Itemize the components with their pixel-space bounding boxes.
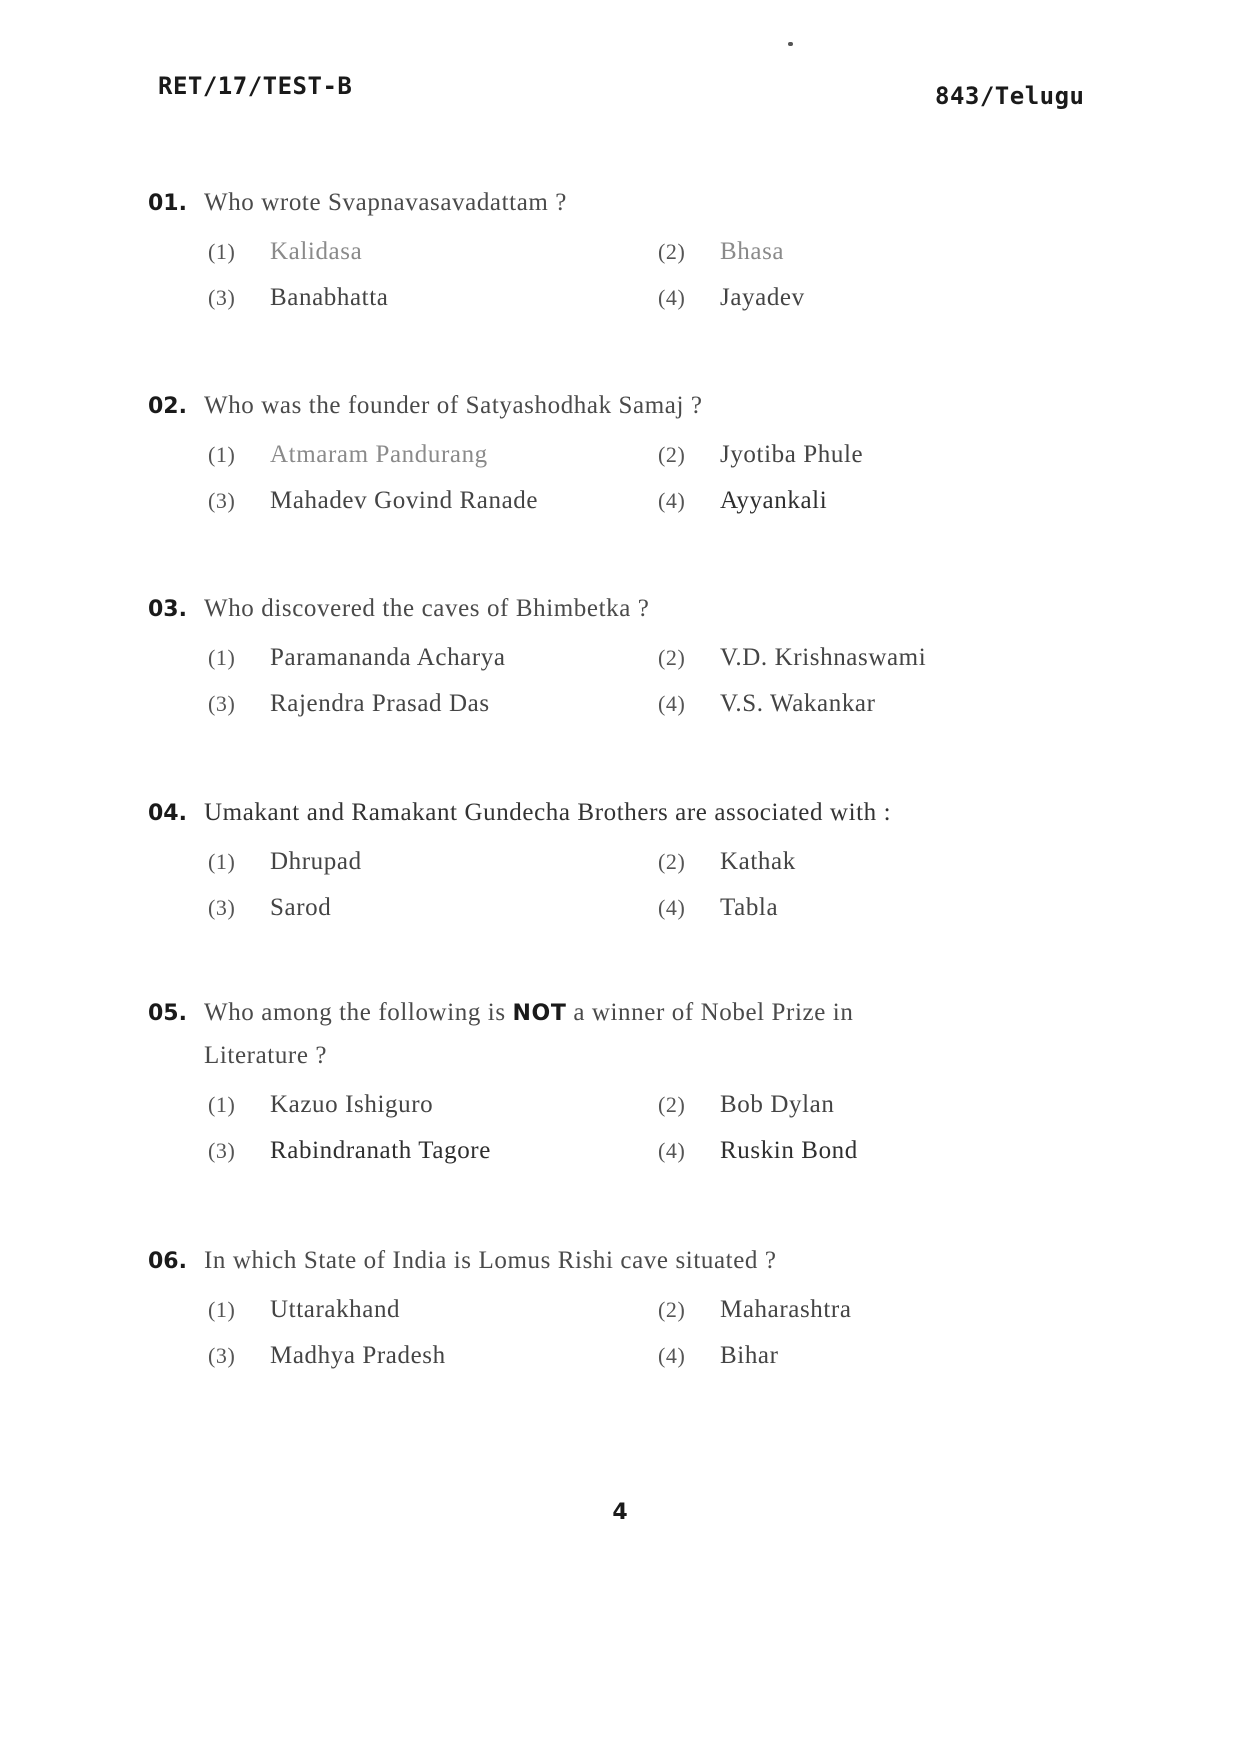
option-number: (4) xyxy=(658,895,686,920)
option-number: (4) xyxy=(658,1138,686,1163)
option-2 xyxy=(658,644,1058,672)
option-2 xyxy=(658,1296,1058,1324)
option-2 xyxy=(658,848,1058,876)
option-number: (3) xyxy=(208,488,236,513)
scan-speck xyxy=(788,42,793,46)
option-4 xyxy=(658,284,1058,312)
option-number: (1) xyxy=(208,239,236,264)
option-text: Rabindranath Tagore xyxy=(270,1137,491,1164)
option-number: (2) xyxy=(658,645,686,670)
options-grid xyxy=(208,238,1098,312)
option-text: Jyotiba Phule xyxy=(720,441,864,468)
option-text: Paramananda Acharya xyxy=(270,644,506,671)
question-text: Who was the founder of Satyashodhak Samaj ? xyxy=(204,392,703,419)
paper-code: RET/17/TEST-B xyxy=(158,72,353,100)
option-number: (3) xyxy=(208,285,236,310)
option-4 xyxy=(658,1137,1058,1165)
option-3 xyxy=(208,487,658,515)
option-text: Atmaram Pandurang xyxy=(270,441,488,468)
question-number: 06. xyxy=(148,1249,187,1274)
option-text: Kalidasa xyxy=(270,238,363,265)
question-03 xyxy=(148,588,1098,718)
options-grid xyxy=(208,1091,1098,1165)
question-04 xyxy=(148,792,1098,922)
options-grid xyxy=(208,1296,1098,1370)
page-number: 4 xyxy=(612,1500,628,1525)
option-2 xyxy=(658,1091,1058,1119)
option-text: Ayyankali xyxy=(720,487,828,514)
option-text: Uttarakhand xyxy=(270,1296,401,1323)
option-number: (3) xyxy=(208,691,236,716)
option-number: (3) xyxy=(208,1343,236,1368)
option-number: (3) xyxy=(208,1138,236,1163)
question-text: Who discovered the caves of Bhimbetka ? xyxy=(204,595,650,622)
question-text: Umakant and Ramakant Gundecha Brothers are associated with : xyxy=(204,799,892,826)
option-number: (4) xyxy=(658,488,686,513)
option-4 xyxy=(658,894,1058,922)
option-1 xyxy=(208,1296,658,1324)
option-1 xyxy=(208,848,658,876)
question-text-line2: Literature ? xyxy=(204,1042,328,1069)
question-06 xyxy=(148,1240,1098,1370)
question-number: 03. xyxy=(148,597,187,622)
question-02 xyxy=(148,385,1098,515)
option-text: Bihar xyxy=(720,1342,779,1369)
option-number: (4) xyxy=(658,691,686,716)
option-number: (4) xyxy=(658,1343,686,1368)
option-text: Dhrupad xyxy=(270,848,362,875)
option-text: Kathak xyxy=(720,848,796,875)
option-text: Mahadev Govind Ranade xyxy=(270,487,539,514)
option-text: V.D. Krishnaswami xyxy=(720,644,927,671)
option-number: (2) xyxy=(658,1092,686,1117)
option-text: Rajendra Prasad Das xyxy=(270,690,490,717)
option-text: Banabhatta xyxy=(270,284,389,311)
option-number: (2) xyxy=(658,442,686,467)
option-text: Sarod xyxy=(270,894,332,921)
option-3 xyxy=(208,894,658,922)
options-grid xyxy=(208,644,1098,718)
option-1 xyxy=(208,644,658,672)
option-1 xyxy=(208,441,658,469)
option-text: V.S. Wakankar xyxy=(720,690,876,717)
option-number: (1) xyxy=(208,645,236,670)
question-text-part: a winner of Nobel Prize in xyxy=(573,999,854,1026)
option-number: (3) xyxy=(208,895,236,920)
options-grid xyxy=(208,848,1098,922)
option-number: (2) xyxy=(658,239,686,264)
option-text: Bhasa xyxy=(720,238,785,265)
question-emphasis: NOT xyxy=(512,1001,567,1026)
option-4 xyxy=(658,690,1058,718)
option-text: Madhya Pradesh xyxy=(270,1342,446,1369)
option-4 xyxy=(658,1342,1058,1370)
option-text: Kazuo Ishiguro xyxy=(270,1091,434,1118)
question-number: 05. xyxy=(148,1001,187,1026)
question-text-part: Who among the following is xyxy=(204,999,506,1026)
question-text: Who wrote Svapnavasavadattam ? xyxy=(204,189,568,216)
option-2 xyxy=(658,238,1058,266)
question-text xyxy=(204,992,853,1035)
option-3 xyxy=(208,1342,658,1370)
option-3 xyxy=(208,690,658,718)
option-text: Tabla xyxy=(720,894,779,921)
options-grid xyxy=(208,441,1098,515)
question-number: 04. xyxy=(148,801,187,826)
question-number: 02. xyxy=(148,394,187,419)
option-text: Ruskin Bond xyxy=(720,1137,858,1164)
question-01 xyxy=(148,182,1098,312)
option-4 xyxy=(658,487,1058,515)
option-text: Jayadev xyxy=(720,284,805,311)
option-number: (1) xyxy=(208,442,236,467)
question-text: In which State of India is Lomus Rishi cave situated ? xyxy=(204,1247,777,1274)
option-1 xyxy=(208,1091,658,1119)
option-number: (4) xyxy=(658,285,686,310)
question-number: 01. xyxy=(148,191,187,216)
subject-code: 843/Telugu xyxy=(935,82,1085,110)
option-1 xyxy=(208,238,658,266)
option-text: Maharashtra xyxy=(720,1296,852,1323)
option-number: (1) xyxy=(208,1297,236,1322)
option-text: Bob Dylan xyxy=(720,1091,835,1118)
option-number: (1) xyxy=(208,849,236,874)
option-2 xyxy=(658,441,1058,469)
option-3 xyxy=(208,284,658,312)
question-05 xyxy=(148,992,1098,1165)
option-number: (2) xyxy=(658,1297,686,1322)
option-number: (2) xyxy=(658,849,686,874)
option-3 xyxy=(208,1137,658,1165)
option-number: (1) xyxy=(208,1092,236,1117)
